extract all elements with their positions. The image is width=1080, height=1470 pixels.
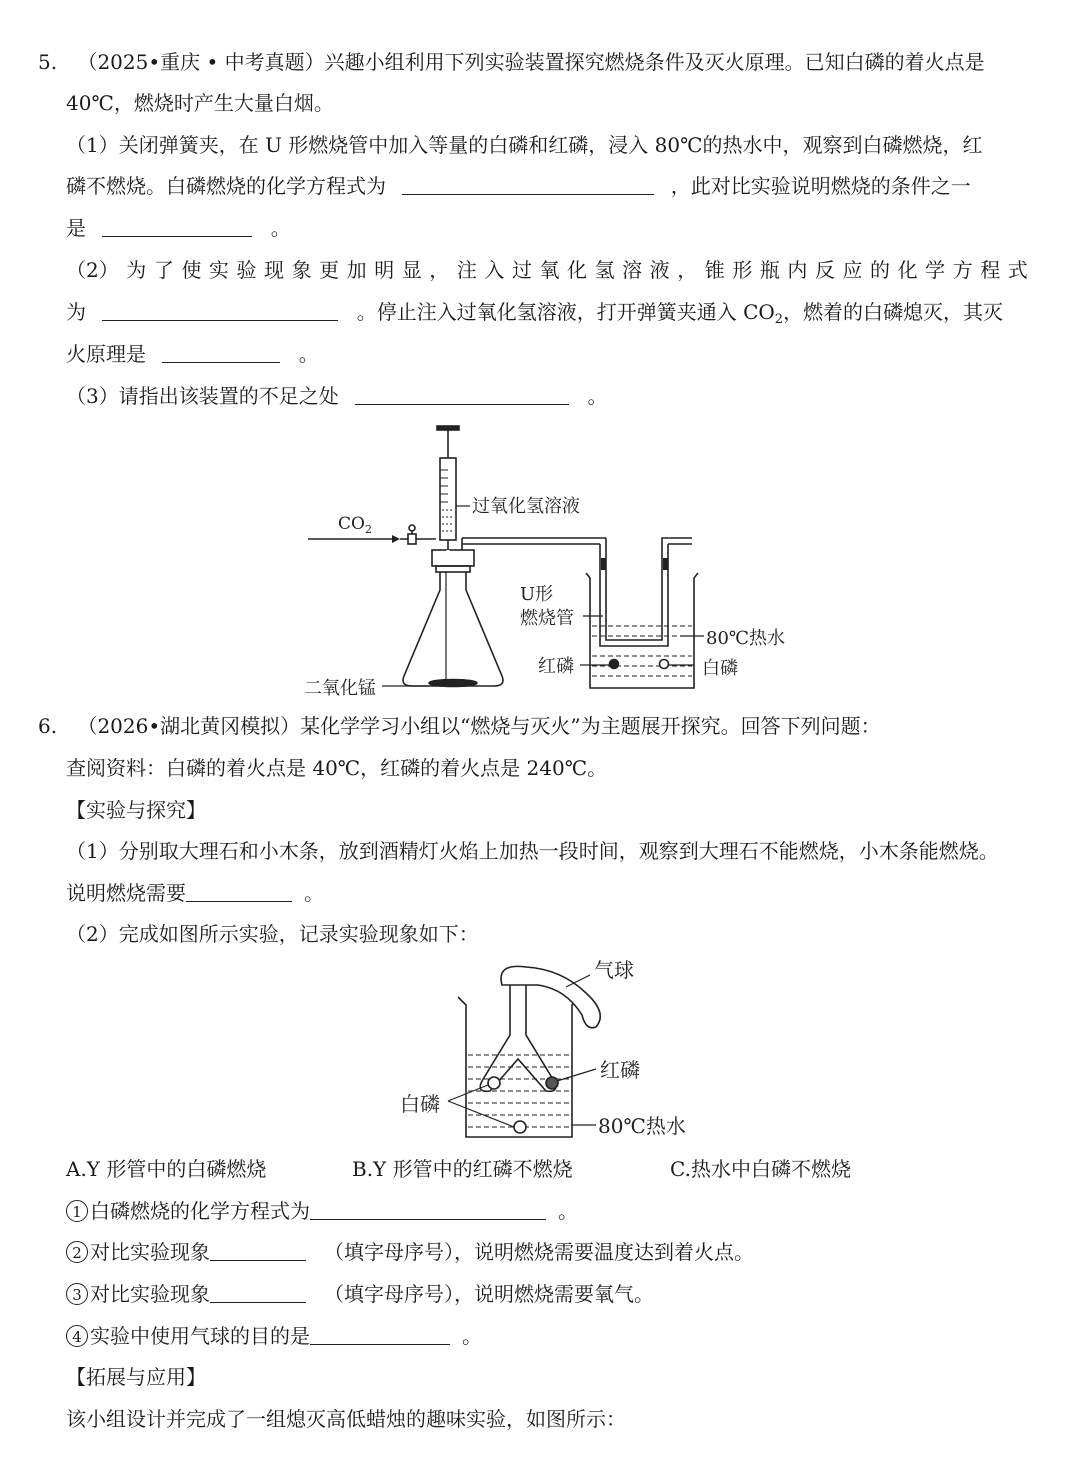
white-p-pointer-a	[448, 1085, 488, 1101]
q6-sub2	[66, 1238, 754, 1266]
q5-part3-end: 。	[587, 384, 608, 408]
q5-reaction-blank[interactable]	[102, 300, 338, 321]
combustion-apparatus-figure	[300, 418, 800, 703]
syringe-plunger-top	[437, 426, 459, 430]
q6-oxygen-blank[interactable]	[210, 1282, 306, 1303]
red-phosphorus-dot	[610, 660, 619, 669]
hot-water-label: 80℃热水	[706, 628, 786, 649]
circled-number-1: 1	[66, 1200, 88, 1222]
beaker	[586, 573, 698, 688]
q6-sub3	[66, 1280, 654, 1308]
u-tube-label-1: U形	[520, 584, 554, 605]
syringe-graduations	[440, 470, 448, 502]
q5-part2-char: 氧	[539, 258, 560, 282]
h2o2-liquid	[442, 510, 454, 531]
q6-sub2-text: 对比实验现象	[90, 1240, 210, 1264]
q6-part1-text: 说明燃烧需要	[66, 881, 186, 905]
circled-number-2: 2	[66, 1241, 88, 1263]
q5-part1-text-c: 是	[66, 216, 86, 240]
q5-part2-char: 明	[374, 258, 395, 282]
q5-deficiency-blank[interactable]	[355, 384, 569, 405]
q5-part1-text-a: 磷不燃烧。白磷燃烧的化学方程式为	[66, 174, 386, 198]
q5-part2-char: 化	[567, 258, 588, 282]
q5-part2-line1	[66, 256, 1028, 284]
q5-condition-blank[interactable]	[102, 216, 252, 237]
q5-part2-text-b: 。停止注入过氧化氢溶液，打开弹簧夹通入 CO	[356, 300, 775, 324]
q5-part2-char: 应	[842, 258, 863, 282]
co2-arrowhead	[392, 535, 400, 543]
q6-sub3-text: 对比实验现象	[90, 1282, 210, 1306]
q5-part2-char: 验	[236, 258, 257, 282]
q5-part2-text-e: 。	[298, 342, 319, 366]
q5-part2-char: 实	[208, 258, 229, 282]
q5-part2-char: 溶	[622, 258, 643, 282]
q5-part2-char: 学	[925, 258, 946, 282]
q6-sub1	[66, 1197, 578, 1225]
q5-part1-line1: （1）关闭弹簧夹，在 U 形燃烧管中加入等量的白磷和红磷，浸入 80℃的热水中，观察到白磷燃烧，红	[66, 133, 983, 157]
balloon	[501, 966, 600, 1027]
q6-option-b: B.Y 形管中的红磷不燃烧	[352, 1157, 573, 1181]
h2o2-label: 过氧化氢溶液	[472, 496, 580, 517]
q5-part2-char: 象	[291, 258, 312, 282]
clamp-handle	[409, 525, 415, 531]
co2-subscript: 2	[774, 312, 784, 327]
q5-part2-text-d: 火原理是	[66, 342, 146, 366]
white-p-in-tube	[488, 1077, 500, 1089]
q5-part2-char: 现	[264, 258, 285, 282]
q5-part2-char: 液	[649, 258, 670, 282]
q6-number: 6.	[38, 714, 58, 738]
q5-stem-2: 40℃，燃烧时产生大量白烟。	[66, 91, 334, 115]
q6-part1-line1: （1）分别取大理石和小木条，放到酒精灯火焰上加热一段时间，观察到大理石不能燃烧，小木条能燃烧。	[66, 839, 999, 863]
stopper-bottom	[436, 566, 470, 572]
q6-sub3-end: （填字母序号），说明燃烧需要氧气。	[324, 1282, 654, 1306]
q5-principle-blank[interactable]	[162, 342, 280, 363]
red-p-in-tube	[546, 1077, 558, 1089]
q6-stem: （2026•湖北黄冈模拟）某化学学习小组以“燃烧与灭火”为主题展开探究。回答下列问题：	[77, 714, 881, 738]
red-phosphorus-label: 红磷	[538, 656, 574, 677]
q6-combustion-need-blank[interactable]	[186, 881, 292, 902]
circled-number-3: 3	[66, 1283, 88, 1305]
q5-part2-char: ，	[677, 258, 698, 282]
y-tube-experiment-figure	[396, 955, 706, 1145]
q6-sub4	[66, 1322, 482, 1350]
u-tube-mark-left	[601, 558, 606, 570]
q6-balloon-purpose-blank[interactable]	[310, 1324, 450, 1345]
conical-flask	[403, 572, 503, 686]
q5-part2-char: 更	[319, 258, 340, 282]
q5-part2-char: 注	[456, 258, 477, 282]
u-tube-inner	[600, 544, 668, 646]
mno2-powder	[429, 680, 477, 687]
q5-part2-char: 内	[787, 258, 808, 282]
q6-temperature-blank[interactable]	[210, 1240, 306, 1261]
q6-line-1	[38, 712, 881, 740]
red-p-pointer-2	[557, 1069, 596, 1081]
circled-number-4: 4	[66, 1325, 88, 1347]
u-tube-mark-right	[663, 558, 668, 570]
q5-part1-text-b: ，此对比实验说明燃烧的条件之一	[670, 174, 971, 198]
q5-stem-1: （2025•重庆 • 中考真题）兴趣小组利用下列实验装置探究燃烧条件及灭火原理。已知白磷的着火点是	[77, 50, 985, 74]
q5-part2-char: 氢	[594, 258, 615, 282]
q5-part2-char: 瓶	[759, 258, 780, 282]
q5-part1-line3	[66, 214, 291, 242]
red-p-label-2: 红磷	[600, 1058, 640, 1082]
q6-section-experiment: 【实验与探究】	[66, 798, 206, 822]
q5-part2-char: 式	[1007, 258, 1028, 282]
q5-part1-line2	[66, 172, 971, 200]
q6-sub4-end: 。	[462, 1324, 482, 1348]
q5-part2-line2	[66, 298, 1003, 334]
flask-stopper	[432, 550, 474, 566]
mno2-label: 二氧化锰	[304, 678, 376, 699]
q5-part2-line3	[66, 340, 319, 368]
q5-part2-char: 反	[814, 258, 835, 282]
q5-part2-char: 化	[897, 258, 918, 282]
q5-part2-char: 显	[401, 258, 422, 282]
white-phosphorus-label: 白磷	[702, 658, 738, 679]
q6-section-extension: 【拓展与应用】	[66, 1365, 206, 1389]
co2-label: $CO_2$	[338, 514, 372, 536]
q5-part2-char: 的	[870, 258, 891, 282]
q5-part2-text-a: 为	[66, 300, 86, 324]
q6-last-line: 该小组设计并完成了一组熄灭高低蜡烛的趣味实验，如图所示：	[66, 1407, 626, 1431]
q6-option-a: A.Y 形管中的白磷燃烧	[66, 1157, 267, 1181]
q5-part2-char: 方	[952, 258, 973, 282]
q6-sub1-text: 白磷燃烧的化学方程式为	[90, 1199, 310, 1223]
q5-part2-char: 入	[484, 258, 505, 282]
q5-part2-char: 了	[153, 258, 174, 282]
q6-sub4-text: 实验中使用气球的目的是	[90, 1324, 310, 1348]
spring-clamp	[408, 534, 416, 544]
q6-part2-intro: （2）完成如图所示实验，记录实验现象如下：	[66, 922, 479, 946]
q6-part1-end: 。	[304, 881, 324, 905]
q6-sub1-end: 。	[558, 1199, 578, 1223]
white-phosphorus-dot	[660, 660, 669, 669]
q5-part2-text-c: ，燃着的白磷熄灭，其灭	[783, 300, 1004, 324]
q6-part1-line2	[66, 879, 324, 907]
q5-part2-char: 锥	[704, 258, 725, 282]
hot-water	[592, 626, 692, 676]
q5-part2-char: 为	[126, 258, 147, 282]
y-shaped-tube	[480, 983, 556, 1091]
balloon-label: 气球	[594, 958, 634, 982]
q5-part2-char: 加	[346, 258, 367, 282]
q5-part2-char: 使	[181, 258, 202, 282]
q5-part1-text-d: 。	[270, 216, 291, 240]
q5-equation-blank[interactable]	[402, 174, 654, 195]
q5-part2-char: 程	[980, 258, 1001, 282]
q5-part2-char: 过	[511, 258, 532, 282]
white-p-in-water	[514, 1121, 526, 1133]
q5-number: 5.	[38, 50, 58, 74]
q6-option-c: C.热水中白磷不燃烧	[670, 1157, 851, 1181]
u-tube-outer	[606, 538, 692, 640]
q6-info: 查阅资料：白磷的着火点是 40℃，红磷的着火点是 240℃。	[66, 756, 608, 780]
white-p-pointer-b	[448, 1101, 514, 1127]
q5-part2-char: ，	[429, 258, 450, 282]
q6-sub2-end: （填字母序号），说明燃烧需要温度达到着火点。	[324, 1240, 754, 1264]
u-tube-label-2: 燃烧管	[520, 608, 574, 629]
q5-line-1	[38, 48, 985, 76]
hot-water-label-2: 80℃热水	[598, 1114, 686, 1138]
q5-part2-char: 形	[732, 258, 753, 282]
q6-equation-blank[interactable]	[310, 1199, 546, 1220]
q5-part3-line	[66, 382, 607, 410]
white-p-label-2: 白磷	[400, 1092, 440, 1116]
q5-part3-text: （3）请指出该装置的不足之处	[66, 384, 339, 408]
q5-part2-char: （2）	[66, 258, 119, 282]
